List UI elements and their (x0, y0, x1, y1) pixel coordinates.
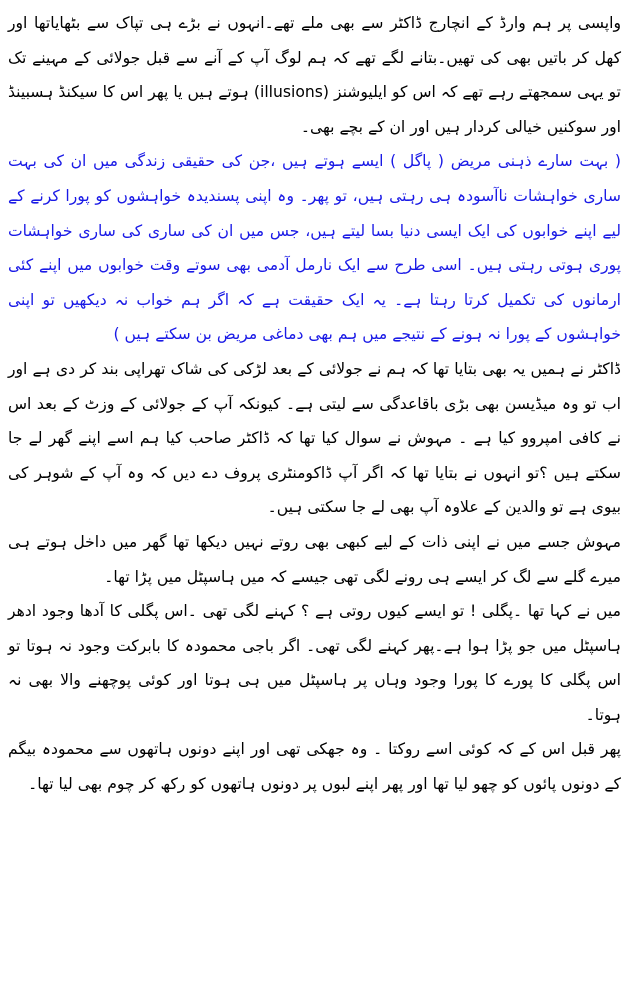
paragraph-doctor-explanation: ڈاکٹر نے ہمیں یہ بھی بتایا تھا کہ ہم نے جولائی کے بعد لڑکی کی شاک تھراپی بند کر دی ہے اور اب تو وہ میڈیسن بھی بڑی باقاعدگی سے لیتی ہے۔ کیونکہ آپ کے جولائی کے وزٹ کے بعد اس نے کافی امپروو کیا ہے ۔ مہوش نے سوال کیا تھا کہ ڈاکٹر صاحب کیا ہم اسے اپنے گھر لے جا سکتے ہیں ؟تو انہوں نے بتایا تھا کہ اگر آپ ڈاکومنٹری پروف دے دیں کہ وہ آپ کے شوہر کی بیوی ہے تو والدین کے علاوہ آپ بھی لے جا سکتی ہیں۔ (8, 359, 621, 517)
paragraph-ward-doctor-visit: واپسی پر ہم وارڈ کے انچارج ڈاکٹر سے بھی ملے تھے۔انہوں نے بڑے ہی تپاک سے بٹھایاتھا اور کھل کر باتیں بھی کی تھیں۔بتانے لگے تھے کہ ہم لوگ آپ کے آنے سے قبل جولائی کے مہینے تک تو یہی سمجھتے رہے تھے کہ اس کو ایلیوشنز (illusions) ہوتے ہیں یا پھر اس کا سیکنڈ ہسبینڈ اور سوکنیں خیالی کردار ہیں اور ان کے بچے بھی۔ (8, 14, 621, 136)
paragraph-touching-feet: پھر قبل اس کے کہ کوئی اسے روکتا ۔ وہ جھکی تھی اور اپنے دونوں ہاتھوں سے محمودہ بیگم کے دونوں پائوں کو چھو لیا تھا اور پھر اپنے لبوں پر دونوں ہاتھوں کو رکھ کر چوم بھی لیا تھا۔ (8, 740, 621, 794)
paragraph-mehwish-crying: مہوش جسے میں نے اپنی ذات کے لیے کبھی بھی روتے نہیں دیکھا تھا گھر میں داخل ہوتے ہی میرے گلے سے لگ کر ایسے ہی رونے لگی تھی جیسے کہ میں ہاسپٹل میں پڑا تھا۔ (8, 532, 621, 586)
paragraph-pagli-dialogue: میں نے کہا تھا ۔پگلی ! تو ایسے کیوں روتی ہے ؟ کہنے لگی تھی ۔اس پگلی کا آدھا وجود ادھر ہاسپٹل میں جو پڑا ہوا ہے۔پھر کہنے لگی تھی۔ اگر باجی محمودہ کا بابرکت وجود نہ ہوتا تو اس پگلی کا پورے کا پورا وجود وہاں پر ہاسپٹل میں ہی ہوتا اور کوئی پوچھنے والا بھی نہ ہوتا۔ (8, 602, 621, 724)
paragraph-quote-mental-patients: ( بہت سارے ذہنی مریض ( پاگل ) ایسے ہوتے ہیں ،جن کی حقیقی زندگی میں ان کی بہت ساری خواہشات ناآسودہ ہی رہتی ہیں، تو پھر۔ وہ اپنی پسندیدہ خواہشوں کو پورا کرنے کے لیے اپنے خوابوں کی ایک ایسی دنیا بسا لیتے ہیں، جس میں ان کی ساری کی ساری خواہشات پوری ہوتی رہتی ہیں۔ اسی طرح سے ایک نارمل آدمی بھی سوتے وقت خوابوں میں اپنے کئی ارمانوں کی تکمیل کرتا رہتا ہے۔ یہ ایک حقیقت ہے کہ اگر ہم خواب نہ دیکھیں تو اپنی خواہشوں کے پورا نہ ہونے کے نتیجے میں ہم بھی دماغی مریض بن سکتے ہیں ) (8, 152, 621, 344)
